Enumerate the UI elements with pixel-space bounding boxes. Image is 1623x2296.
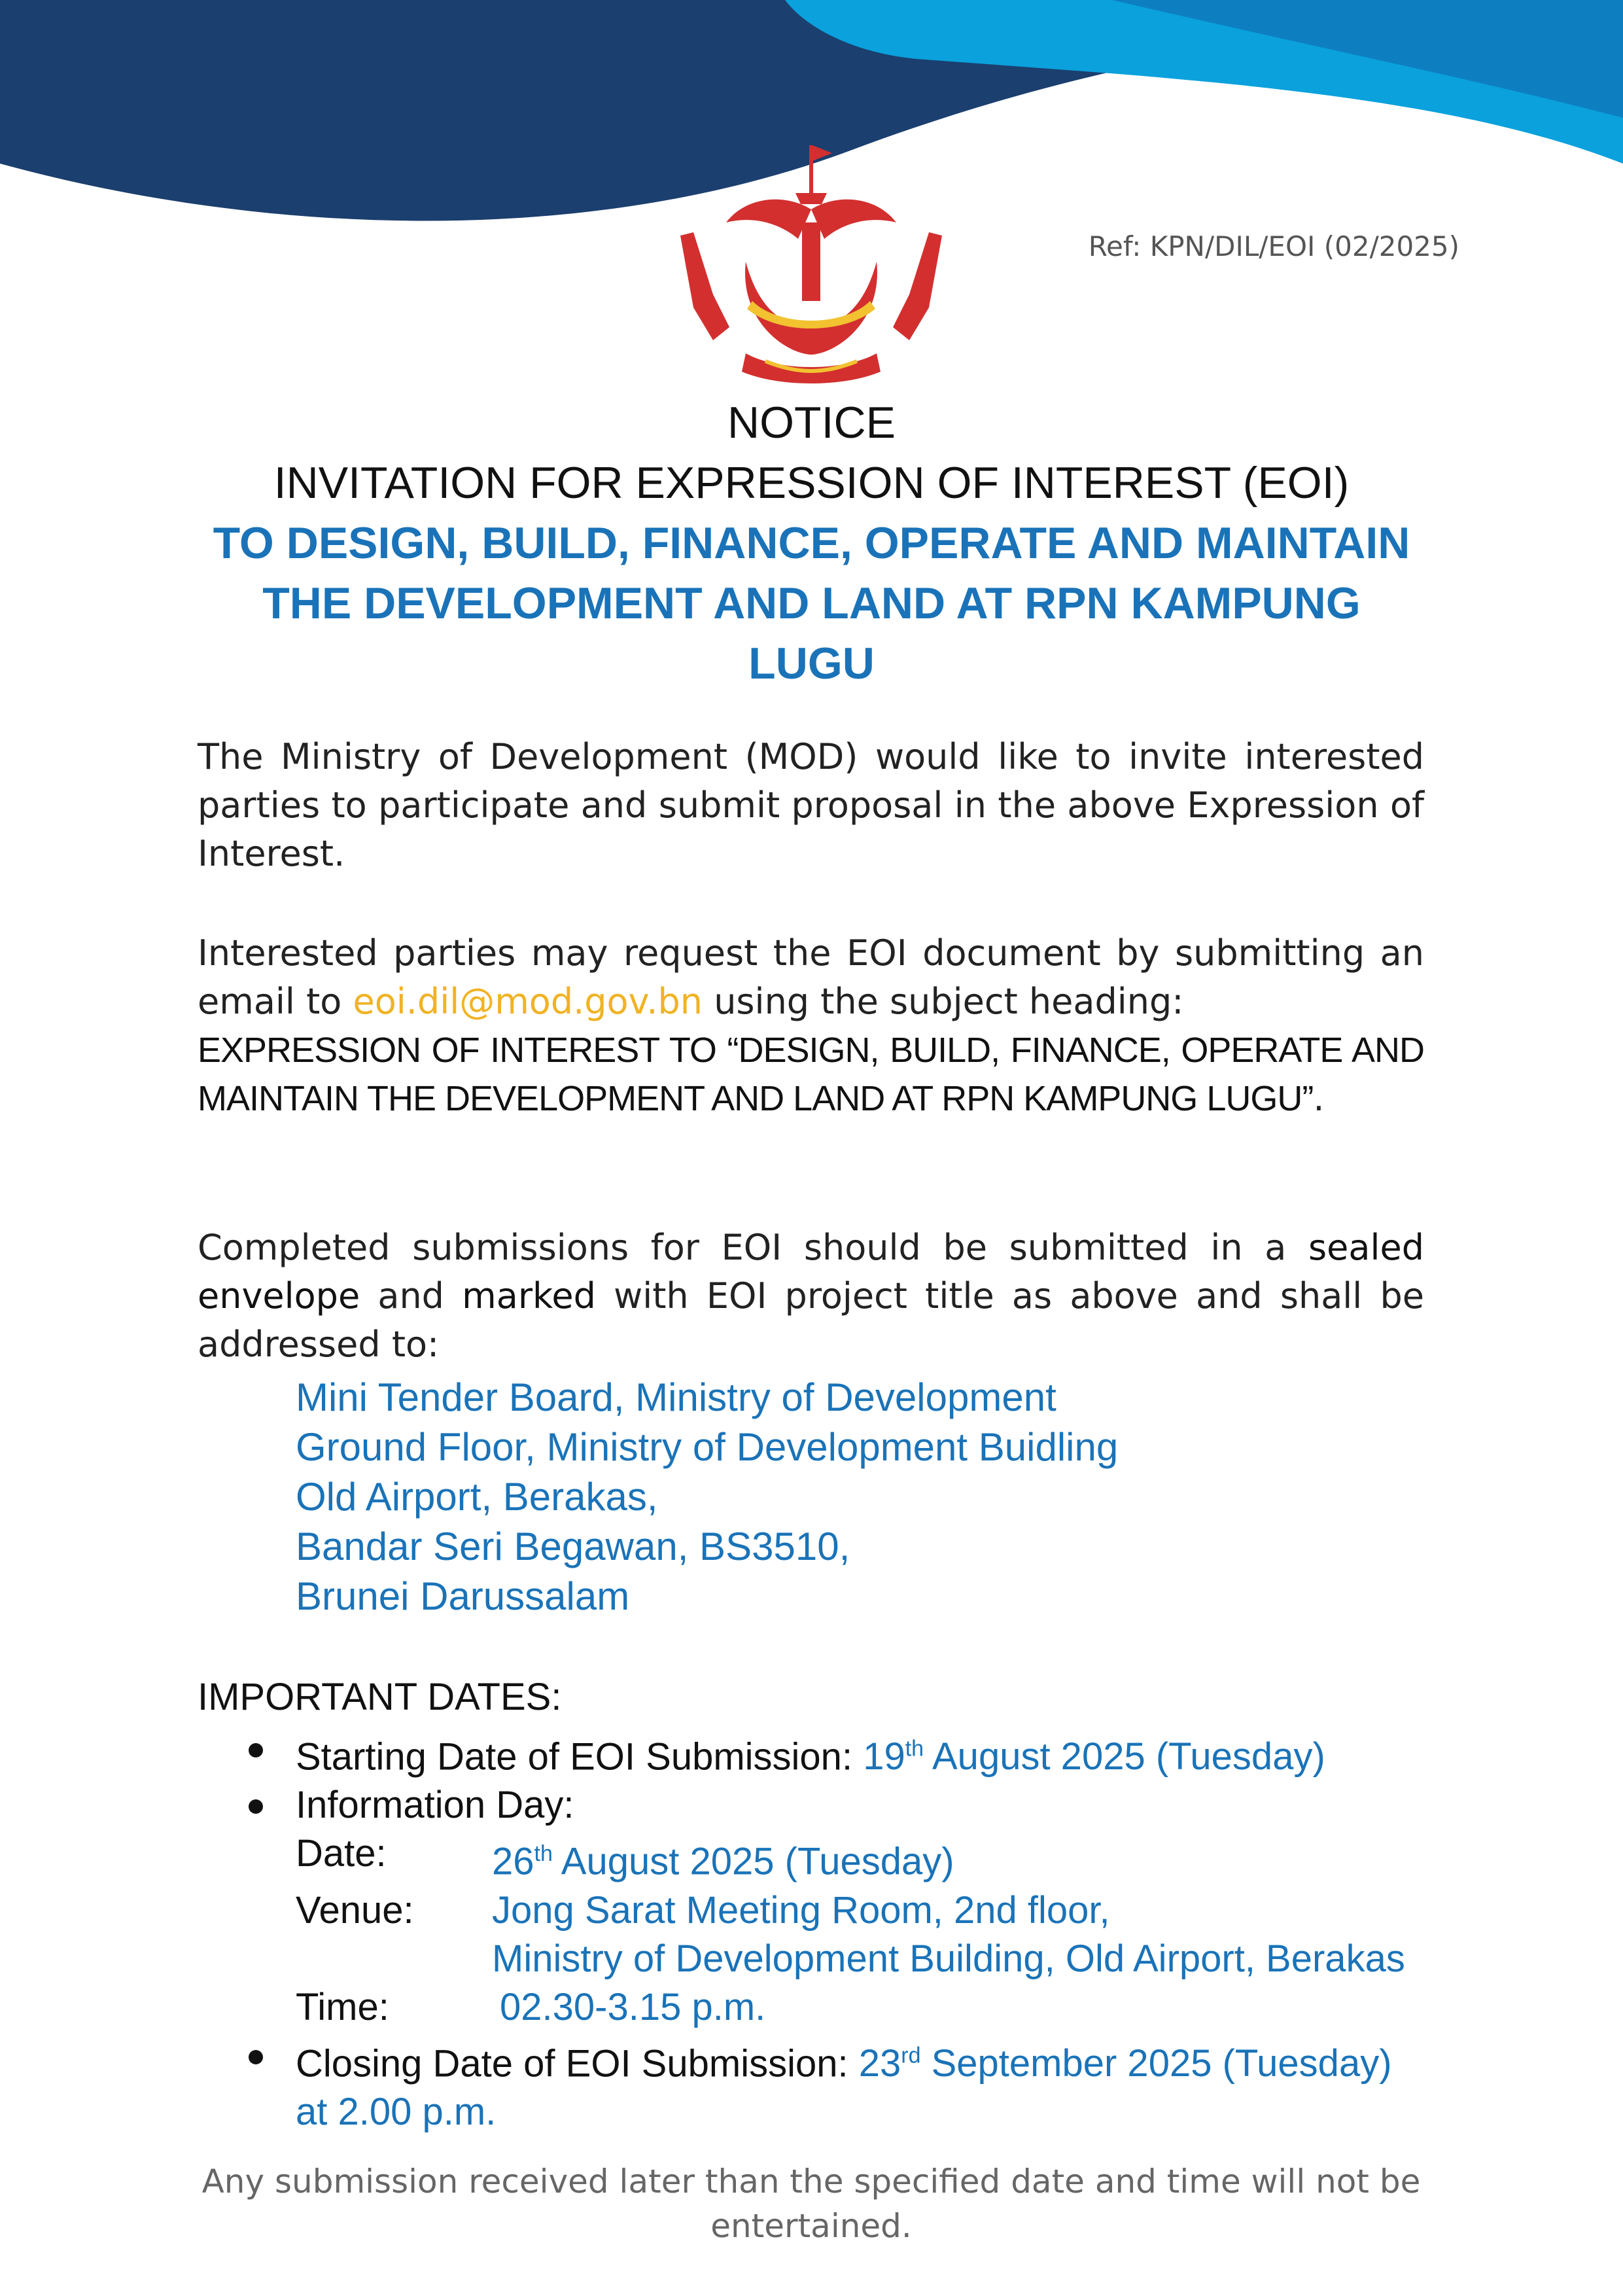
info-time-row: [296, 1983, 1440, 2032]
subject-heading: EXPRESSION OF INTEREST TO “DESIGN, BUILD, FINANCE, OPERATE AND MAINTAIN THE DEVELOPMENT AND LAND AT RPN KAMPUNG LUGU”: [198, 1031, 1424, 1118]
submission-address: [296, 1373, 1118, 1621]
intro-paragraph: The Ministry of Development (MOD) would like to invite interested parties to participate and submit proposal in the above Expression of Interest.: [198, 736, 1424, 874]
start-date-label: Starting Date of EOI Submission: [296, 1735, 842, 1778]
info-date-row: [296, 1829, 1440, 1886]
marked-text: marked: [462, 1275, 596, 1316]
late-submission-note: Any submission received later than the specified date and time will not be entertained.: [201, 2163, 1421, 2245]
bullet-icon: [249, 1743, 263, 1757]
project-title-line-2: THE DEVELOPMENT AND LAND AT RPN KAMPUNG: [262, 578, 1361, 628]
closing-date-value: 23rd September 2025 (Tuesday): [858, 2041, 1392, 2085]
project-title-line-1: TO DESIGN, BUILD, FINANCE, OPERATE AND MAINTAIN: [213, 518, 1410, 568]
address-line: Brunei Darussalam: [296, 1574, 630, 1618]
sealed-envelope-text: sealed envelope: [198, 1227, 1424, 1316]
info-time-label: Time:: [296, 1985, 389, 2028]
brunei-crest-emblem: [667, 131, 955, 393]
info-venue-row: [296, 1886, 1440, 1983]
closing-date-item: [198, 2032, 1440, 2136]
closing-time-value: at 2.00 p.m.: [296, 2090, 497, 2133]
important-dates-list: [198, 1725, 1440, 2136]
notice-title: [131, 393, 1492, 694]
address-line: Bandar Seri Begawan, BS3510,: [296, 1525, 850, 1568]
start-date-item: [198, 1725, 1440, 1781]
submission-lead-text: Completed submissions for EOI should be submitted in a: [198, 1227, 1287, 1268]
info-venue-value: Jong Sarat Meeting Room, 2nd floor, Ministry of Development Building, Old Airport, Berakas: [492, 1888, 1405, 1980]
important-dates-heading: IMPORTANT DATES:: [198, 1676, 562, 1718]
address-line: Old Airport, Berakas,: [296, 1475, 658, 1519]
info-venue-label: Venue:: [296, 1888, 414, 1932]
submission-rest-text: with EOI project title as above and shall be addressed to:: [198, 1275, 1424, 1365]
info-date-value: 26th August 2025 (Tuesday): [492, 1840, 954, 1883]
closing-date-label: Closing Date of EOI Submission:: [296, 2041, 848, 2085]
reference-number: Ref: KPN/DIL/EOI (02/2025): [1088, 230, 1459, 262]
info-time-value: 02.30-3.15 p.m.: [500, 1985, 766, 2028]
submission-and-text: and: [377, 1275, 444, 1316]
subject-period: .: [1313, 1078, 1325, 1119]
bullet-icon: [249, 1799, 263, 1814]
bullet-icon: [249, 2050, 263, 2064]
submission-paragraph: [198, 1224, 1424, 1369]
info-date-label: Date:: [296, 1832, 387, 1875]
request-after-email-text: using the subject heading:: [714, 981, 1184, 1022]
request-lead-text: Interested parties may request the EOI document by submitting an email to: [198, 932, 1424, 1022]
start-date-value: 19th August 2025 (Tuesday): [863, 1735, 1325, 1778]
invitation-heading: INVITATION FOR EXPRESSION OF INTEREST (EOI): [273, 458, 1350, 508]
information-day-item: [198, 1781, 1440, 2031]
email-link[interactable]: eoi.dil@mod.gov.bn: [353, 981, 703, 1022]
notice-heading: NOTICE: [727, 398, 896, 448]
information-day-label: Information Day:: [296, 1784, 574, 1827]
address-line: Ground Floor, Ministry of Development Buidling: [296, 1425, 1119, 1469]
address-line: Mini Tender Board, Ministry of Development: [296, 1375, 1056, 1419]
project-title-line-3: LUGU: [748, 639, 875, 688]
start-date-colon: :: [841, 1735, 853, 1778]
request-paragraph: [198, 929, 1424, 1123]
